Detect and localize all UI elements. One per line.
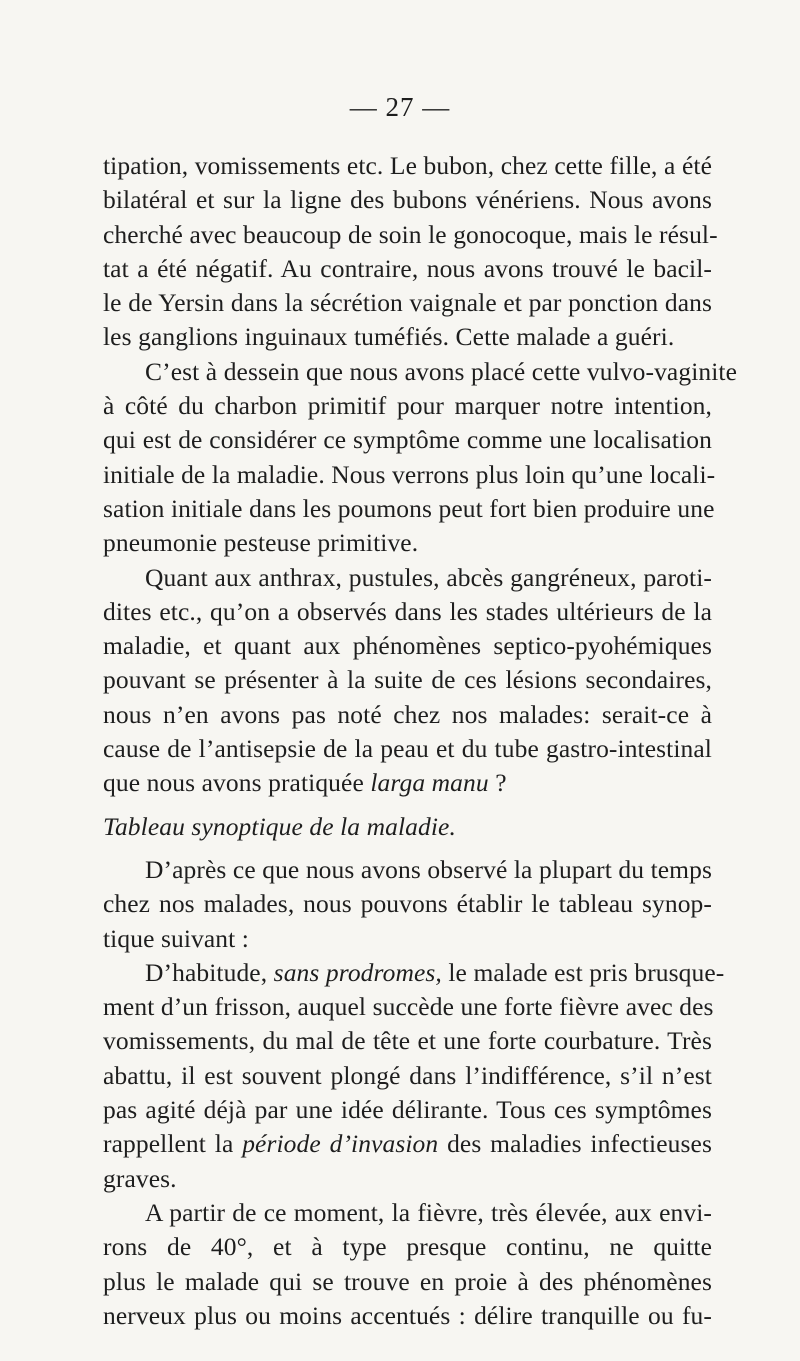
text-run: des maladies infectieuses xyxy=(438,1129,712,1159)
text-line: cherché avec beaucoup de soin le gonocoque, mais le résul- xyxy=(103,219,718,249)
text-line: C’est à dessein que nous avons placé cette vulvo-vaginite xyxy=(145,356,738,386)
text-line: nous n’en avons pas noté chez nos malades: serait-ce à xyxy=(103,699,712,729)
text-line: graves. xyxy=(103,1163,177,1193)
paragraph xyxy=(103,561,712,801)
text-line: D’après ce que nous avons observé la plupart du temps xyxy=(145,854,712,884)
text-run: le malade est pris brusque- xyxy=(441,957,725,987)
text-line: cause de l’antisepsie de la peau et du tube gastro-intestinal xyxy=(103,734,712,764)
text-line: pneumonie pesteuse primitive. xyxy=(103,528,419,558)
text-line: vomissements, du mal de tête et une forte courbature. Très xyxy=(103,1026,712,1056)
text-line: maladie, et quant aux phénomènes septico-pyohémiques xyxy=(103,631,712,661)
page-number: — 27 — xyxy=(349,92,451,122)
text-line: pouvant se présenter à la suite de ces lésions secondaires, xyxy=(103,665,712,695)
text-line: chez nos malades, nous pouvons établir le tableau synop- xyxy=(103,889,712,919)
paragraph xyxy=(103,1196,712,1333)
text-run: ? xyxy=(488,768,507,798)
text-line: le de Yersin dans la sécrétion vaignale et par ponction dans xyxy=(103,288,712,318)
body-text xyxy=(103,149,738,1333)
text-line: sation initiale dans les poumons peut fort bien produire une xyxy=(103,493,715,523)
text-line: tat a été négatif. Au contraire, nous avons trouvé le bacil- xyxy=(103,253,712,283)
text-line: qui est de considérer ce symptôme comme une localisation xyxy=(103,425,712,455)
italic-run: larga manu xyxy=(370,768,489,798)
italic-run: période d’invasion xyxy=(242,1129,439,1159)
paragraph xyxy=(103,853,712,956)
text-line: tipation, vomissements etc. Le bubon, chez cette fille, a été xyxy=(103,151,712,180)
text-line: initiale de la maladie. Nous verrons plus loin qu’une locali- xyxy=(103,459,716,489)
text-line: nerveux plus ou moins accentués : délire tranquille ou fu- xyxy=(103,1300,712,1330)
text-run: que nous avons pratiquée xyxy=(103,768,371,798)
text-line: dites etc., qu’on a observés dans les stades ultérieurs de la xyxy=(103,596,712,626)
text-line: à côté du charbon primitif pour marquer notre intention, xyxy=(103,391,712,421)
text-line xyxy=(103,1127,712,1161)
text-line: abattu, il est souvent plongé dans l’indifférence, s’il n’est xyxy=(103,1060,712,1090)
text-line xyxy=(103,956,725,990)
paragraph xyxy=(103,956,725,1196)
text-line: ment d’un frisson, auquel succède une forte fièvre avec des xyxy=(103,992,714,1022)
text-line xyxy=(103,766,712,800)
section-heading: Tableau synoptique de la maladie. xyxy=(103,811,456,841)
text-line: rons de 40°, et à type presque continu, ne quitte xyxy=(103,1232,712,1262)
text-line: les ganglions inguinaux tuméfiés. Cette malade a guéri. xyxy=(103,322,675,352)
text-line: pas agité déjà par une idée délirante. Tous ces symptômes xyxy=(103,1095,712,1125)
text-run: D’habitude, xyxy=(145,957,274,987)
text-line: tique suivant : xyxy=(103,923,249,953)
paragraph xyxy=(103,149,718,355)
text-line: bilatéral et sur la ligne des bubons vénériens. Nous avons xyxy=(103,185,712,215)
text-run: rappellent la xyxy=(103,1129,243,1159)
text-line: plus le malade qui se trouve en proie à des phénomènes xyxy=(103,1266,712,1296)
paragraph xyxy=(103,355,738,561)
italic-run: sans prodromes, xyxy=(273,957,442,987)
text-line: Quant aux anthrax, pustules, abcès gangréneux, paroti- xyxy=(145,562,712,592)
text-line: A partir de ce moment, la fièvre, très élevée, aux envi- xyxy=(145,1197,712,1227)
